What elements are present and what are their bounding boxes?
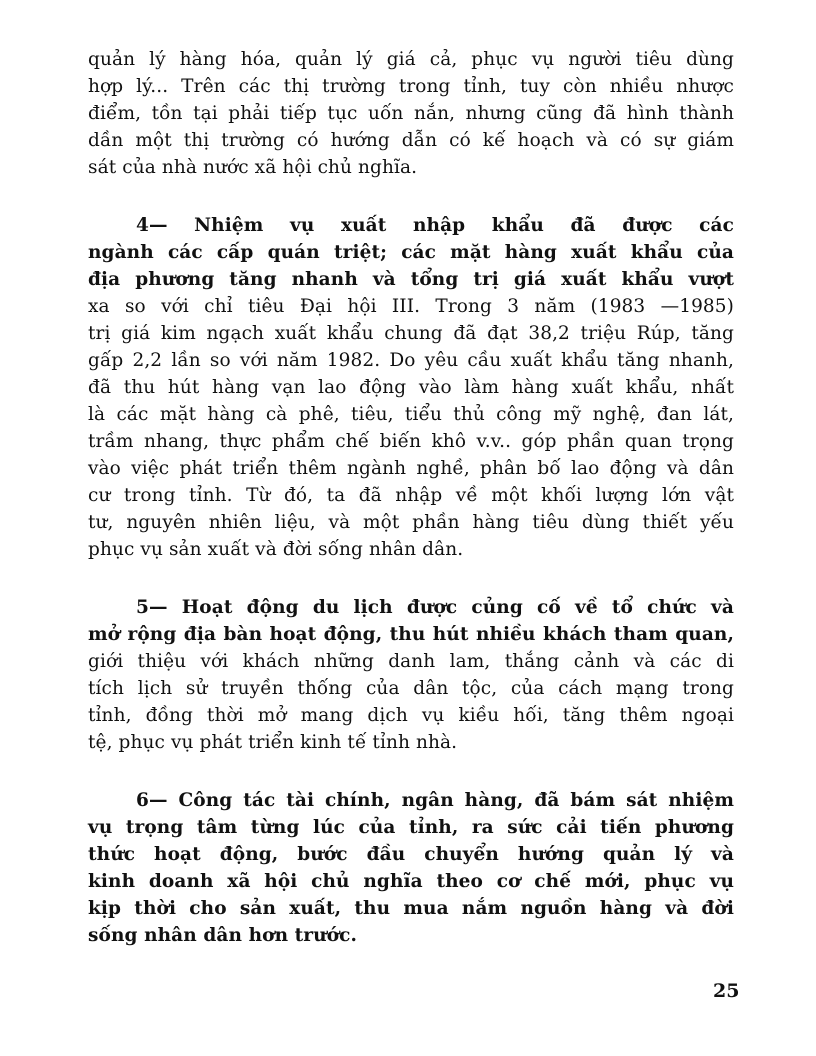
page-number: 25 bbox=[713, 980, 740, 1002]
section-heading-line: 5— Hoạt động du lịch được củng cố về tổ chức và bbox=[136, 597, 734, 618]
text-line: kinh doanh xã hội chủ nghĩa theo cơ chế mới, phục vụ bbox=[88, 871, 734, 892]
text-line: sát của nhà nước xã hội chủ nghĩa. bbox=[88, 157, 418, 178]
text-line: địa phương tăng nhanh và tổng trị giá xuất khẩu vượt bbox=[88, 269, 734, 290]
text-line: tệ, phục vụ phát triển kinh tế tỉnh nhà. bbox=[88, 732, 458, 753]
paragraph-tourism bbox=[88, 594, 734, 756]
text-line: ngành các cấp quán triệt; các mặt hàng xuất khẩu của bbox=[88, 242, 734, 263]
text-line: hợp lý... Trên các thị trường trong tỉnh, tuy còn nhiều nhược bbox=[88, 76, 734, 97]
section-heading-line: 4— Nhiệm vụ xuất nhập khẩu đã được các bbox=[136, 215, 734, 236]
text-line: phục vụ sản xuất và đời sống nhân dân. bbox=[88, 539, 464, 560]
text-line: đã thu hút hàng vạn lao động vào làm hàng xuất khẩu, nhất bbox=[88, 377, 734, 398]
paragraph-finance-banking bbox=[88, 787, 734, 949]
text-line: sống nhân dân hơn trước. bbox=[88, 925, 358, 946]
text-line: tư, nguyên nhiên liệu, và một phần hàng tiêu dùng thiết yếu bbox=[88, 512, 734, 533]
text-line: mở rộng địa bàn hoạt động, thu hút nhiều khách tham quan, bbox=[88, 624, 734, 645]
text-line: là các mặt hàng cà phê, tiêu, tiểu thủ công mỹ nghệ, đan lát, bbox=[88, 404, 734, 425]
text-line: cư trong tỉnh. Từ đó, ta đã nhập về một khối lượng lớn vật bbox=[88, 485, 734, 506]
text-line: dần một thị trường có hướng dẫn có kế hoạch và có sự giám bbox=[88, 130, 734, 151]
document-page bbox=[88, 46, 734, 949]
section-heading-line: 6— Công tác tài chính, ngân hàng, đã bám sát nhiệm bbox=[136, 790, 734, 811]
text-line: vào việc phát triển thêm ngành nghề, phân bố lao động và dân bbox=[88, 458, 734, 479]
text-line: quản lý hàng hóa, quản lý giá cả, phục vụ người tiêu dùng bbox=[88, 49, 734, 70]
text-line: trầm nhang, thực phẩm chế biến khô v.v.. góp phần quan trọng bbox=[88, 431, 734, 452]
text-line: vụ trọng tâm từng lúc của tỉnh, ra sức cải tiến phương bbox=[88, 817, 734, 838]
text-line: gấp 2,2 lần so với năm 1982. Do yêu cầu xuất khẩu tăng nhanh, bbox=[88, 350, 734, 371]
paragraph-market-management bbox=[88, 46, 734, 181]
text-line: xa so với chỉ tiêu Đại hội III. Trong 3 năm (1983 —1985) bbox=[88, 296, 734, 317]
paragraph-import-export bbox=[88, 212, 734, 563]
text-line: giới thiệu với khách những danh lam, thắng cảnh và các di bbox=[88, 651, 734, 672]
text-line: kịp thời cho sản xuất, thu mua nắm nguồn hàng và đời bbox=[88, 898, 734, 919]
text-line: thức hoạt động, bước đầu chuyển hướng quản lý và bbox=[88, 844, 734, 865]
text-line: trị giá kim ngạch xuất khẩu chung đã đạt 38,2 triệu Rúp, tăng bbox=[88, 323, 734, 344]
text-line: tích lịch sử truyền thống của dân tộc, của cách mạng trong bbox=[88, 678, 734, 699]
text-line: điểm, tồn tại phải tiếp tục uốn nắn, nhưng cũng đã hình thành bbox=[88, 103, 734, 124]
text-line: tỉnh, đồng thời mở mang dịch vụ kiều hối, tăng thêm ngoại bbox=[88, 705, 734, 726]
